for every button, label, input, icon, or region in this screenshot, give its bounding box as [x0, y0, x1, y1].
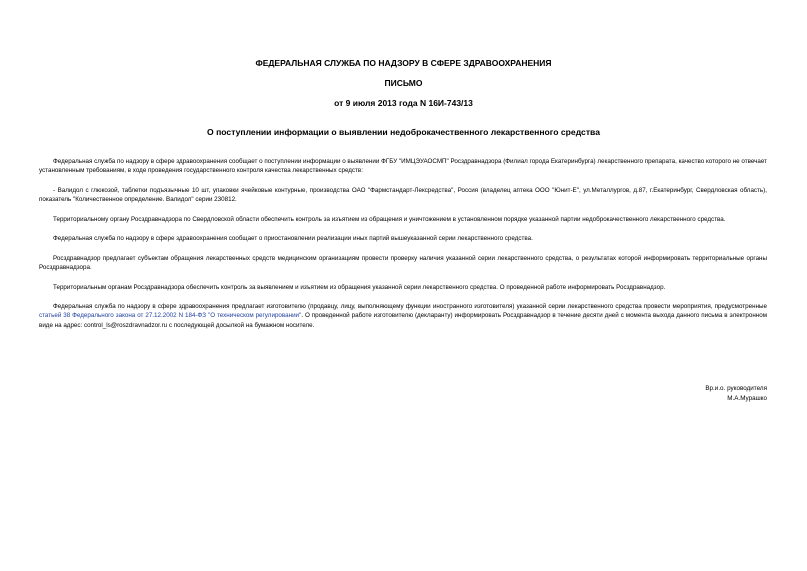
document-type: ПИСЬМО	[384, 78, 423, 88]
paragraph: Территориальным органам Росздравнадзора обеспечить контроль за выявлением и изъятием из обращения указанной серии лекарственного средства. О проведенной работе информировать Росздравнадзор.	[53, 283, 666, 291]
signer-name: М.А.Мурашко	[727, 395, 767, 402]
paragraph: Росздравнадзор предлагает субъектам обращения лекарственных средств медицинским организациям провести проверку наличия указанной серии лекарственного средства, о результатах которой информировать территориальные органы Росздравнадзора.	[39, 254, 767, 271]
document-subject: О поступлении информации о выявлении недоброкачественного лекарственного средства	[207, 127, 600, 137]
agency-title: ФЕДЕРАЛЬНАЯ СЛУЖБА ПО НАДЗОРУ В СФЕРЕ ЗДРАВООХРАНЕНИЯ	[255, 58, 552, 68]
paragraph-text: . О проведенной работе изготовителю (декларанту) информировать Росздравнадзор в течение десяти дней с момента выхода данного письма в электронном виде на адрес: control_ls@roszdravnadzor.ru с последующей досылкой на бумажном носителе.	[39, 312, 767, 329]
paragraph: Территориальному органу Росздравнадзора по Свердловской области обеспечить контроль за изъятием из обращения и уничтожением в установленном порядке указанной партии недоброкачественного лекарственного средства.	[53, 215, 726, 223]
law-article-link[interactable]: статьей 38 Федерального закона от 27.12.2002 N 184-ФЗ "О техническом регулировании"	[39, 312, 302, 320]
paragraph: Федеральная служба по надзору в сфере здравоохранения сообщает о поступлении информации о выявлении ФГБУ "ИМЦЭУАОСМП" Росздравнадзора (Филиал города Екатеринбурга) лекарственного препарата, качество которого не отвечает установленным требованиям, в ходе проведения государственного контроля качества лекарственных средств:	[39, 158, 767, 175]
signature-block	[705, 384, 767, 404]
paragraph-with-link	[39, 302, 767, 330]
paragraph: - Валидол с глюкозой, таблетки подъязычные 10 шт, упаковки ячейковые контурные, производства ОАО "Фармстандарт-Лексредства", Россия (владелец аптека ООО "Юнит-Е", ул.Металлургов, д.87, г.Екатеринбург, Свердловская область), показатель "Количественное определение. Валидол" серии 230812.	[39, 186, 767, 203]
document-date-number: от 9 июля 2013 года N 16И-743/13	[334, 98, 473, 108]
document-body	[39, 157, 767, 330]
paragraph: Федеральная служба по надзору в сфере здравоохранения сообщает о приостановлении реализации иных партий вышеуказанной серии лекарственного средства.	[53, 235, 533, 243]
signer-position: Вр.и.о. руководителя	[705, 385, 767, 392]
paragraph-text: Федеральная служба по надзору в сфере здравоохранения предлагает изготовителю (продавцу, лицу, выполняющему функции иностранного изготовителя) указанной серии лекарственного средства провести мероприятия, предусмотренные	[53, 303, 767, 311]
